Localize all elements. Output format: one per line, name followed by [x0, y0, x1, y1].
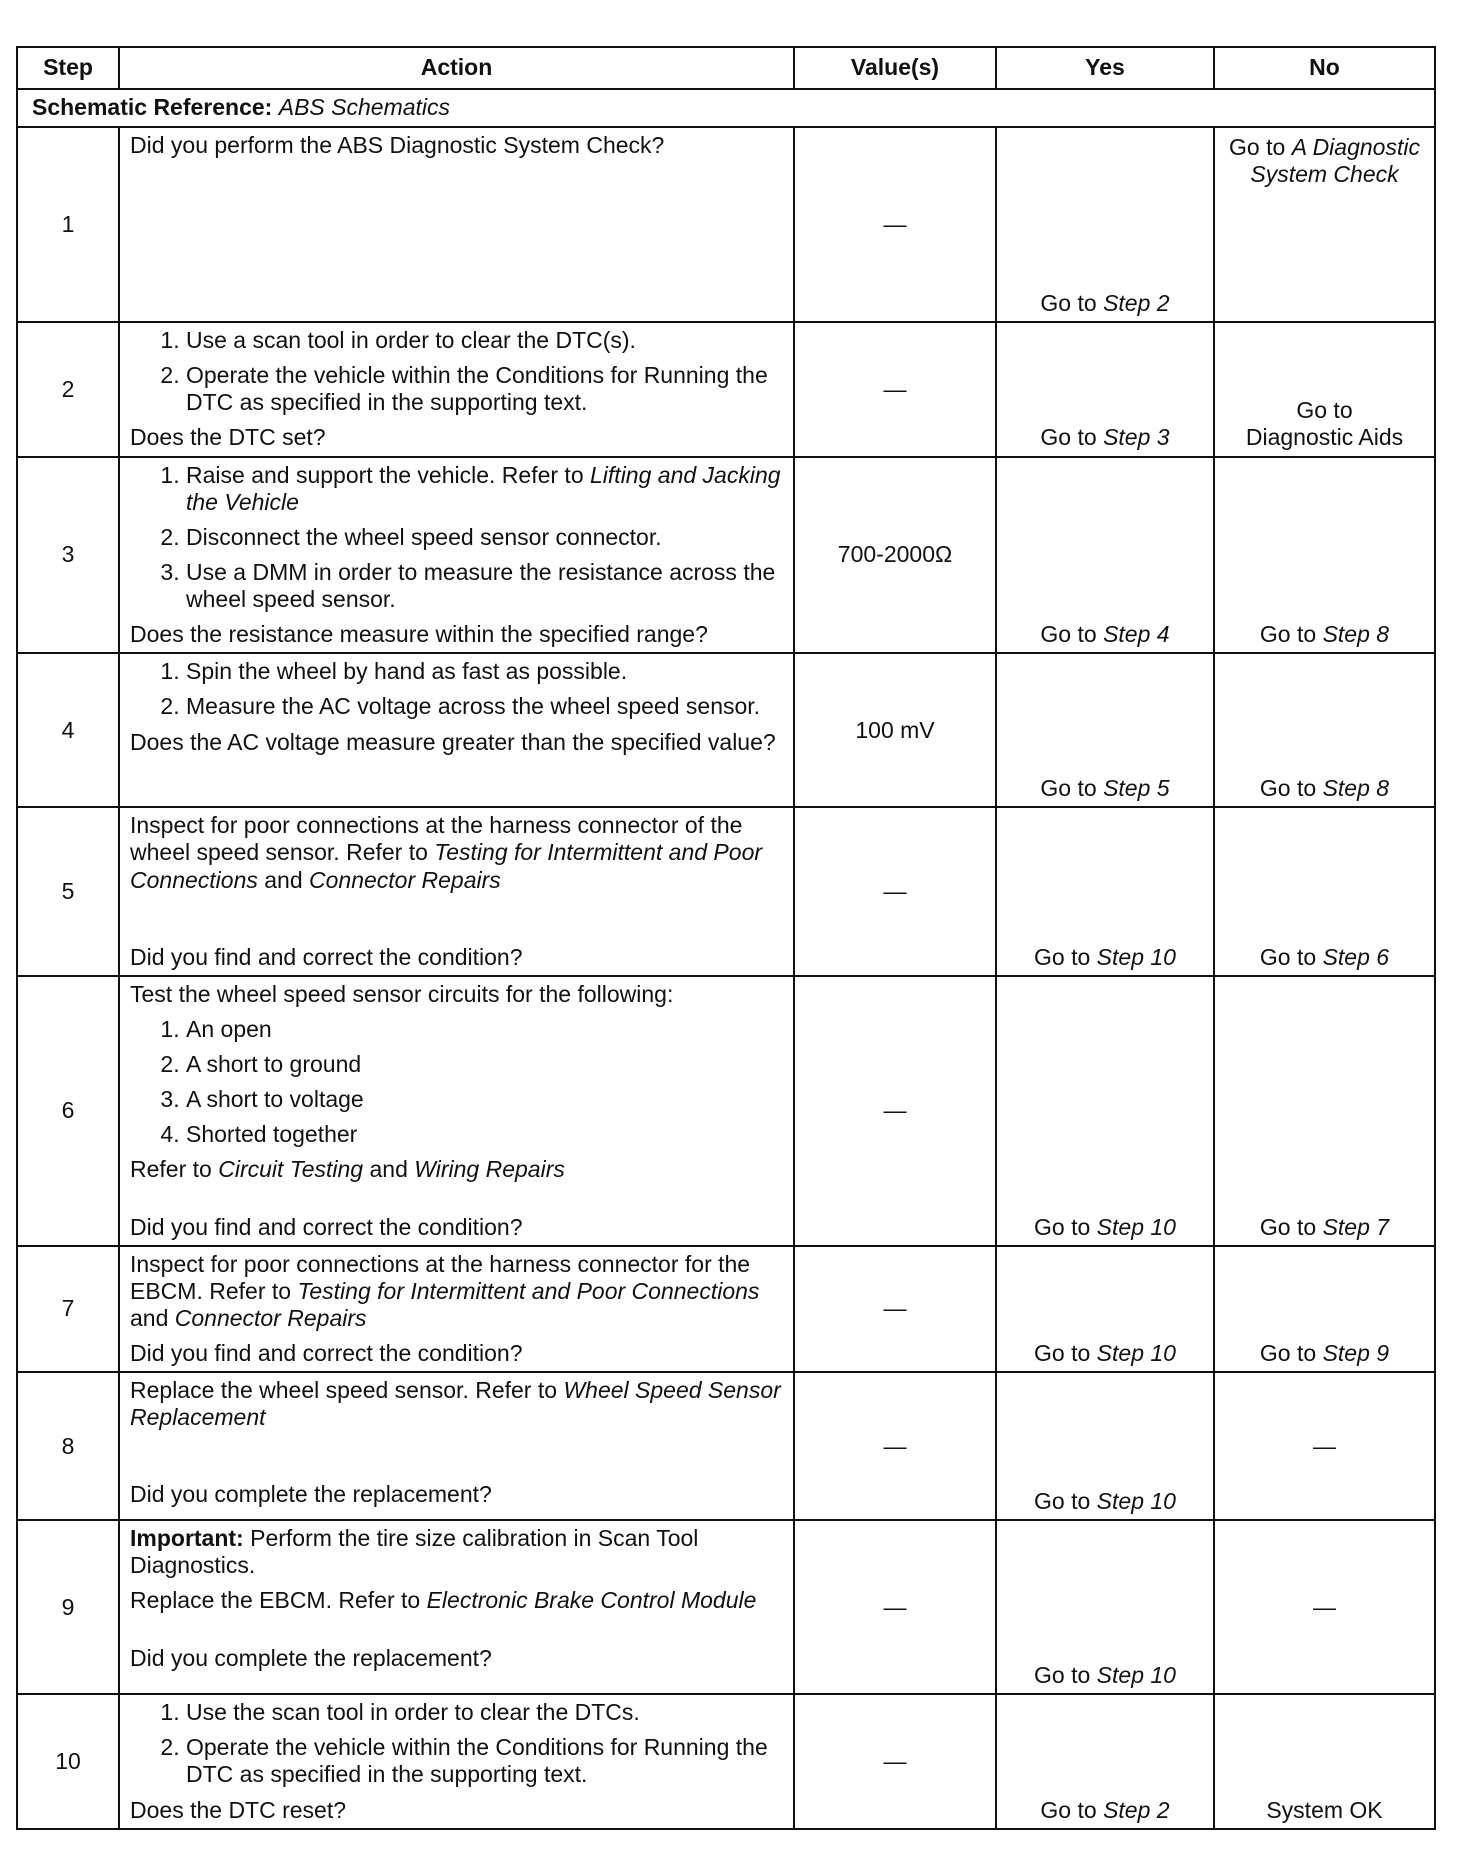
header-yes: Yes [996, 47, 1214, 89]
no-prefix: Go to [1296, 397, 1353, 424]
step-number: 8 [17, 1372, 119, 1520]
action-text-body: Refer to [130, 1156, 212, 1183]
action-question: Did you find and correct the condition? [130, 1340, 523, 1366]
action-cell [119, 457, 794, 654]
action-cell [119, 1520, 794, 1694]
yes-prefix: Go to [1040, 424, 1097, 451]
action-text-and: and [264, 866, 303, 893]
yes-prefix: Go to [1040, 289, 1097, 316]
action-item: 4. Shorted together [186, 1121, 783, 1148]
no-prefix: Go to [1259, 775, 1317, 802]
action-intro: Test the wheel speed sensor circuits for the following: [130, 980, 674, 1007]
yes-link[interactable]: Step 10 [1096, 1662, 1176, 1688]
no-link[interactable]: Step 7 [1322, 1213, 1390, 1240]
header-action: Action [119, 47, 794, 89]
action-question: Did you complete the replacement? [130, 1481, 492, 1508]
action-reference[interactable]: Electronic Brake Control Module [426, 1587, 757, 1614]
yes-prefix: Go to [1034, 1213, 1091, 1240]
action-reference[interactable]: Circuit Testing [218, 1156, 364, 1183]
value-cell: — [794, 807, 996, 976]
table-row [17, 653, 1435, 807]
yes-link[interactable]: Step 4 [1103, 621, 1170, 648]
action-text-body: Replace the EBCM. Refer to [130, 1587, 421, 1614]
action-cell [119, 976, 794, 1246]
action-item: 2. Operate the vehicle within the Conditions for Running the DTC as specified in the supporting text. [186, 362, 783, 416]
action-item: 2. A short to ground [186, 1051, 783, 1078]
yes-prefix: Go to [1034, 1488, 1091, 1514]
value-cell: — [794, 1372, 996, 1520]
header-row [17, 47, 1435, 89]
schematic-reference-value: ABS Schematics [278, 94, 451, 121]
step-number: 1 [17, 127, 119, 322]
no-cell [1214, 127, 1435, 322]
action-item [186, 462, 783, 516]
action-text-body: Inspect for poor connections at the harness connector for the EBCM. Refer to [130, 1250, 751, 1304]
action-cell [119, 322, 794, 457]
no-link[interactable]: Step 9 [1322, 1340, 1390, 1366]
action-text-and: and [369, 1156, 408, 1183]
yes-link[interactable]: Step 2 [1103, 1796, 1170, 1823]
no-link[interactable]: A Diagnostic System Check [1250, 134, 1420, 188]
header-no: No [1214, 47, 1435, 89]
action-item: 1. Spin the wheel by hand as fast as possible. [186, 658, 783, 685]
table-row [17, 1520, 1435, 1694]
important-note [130, 1525, 783, 1579]
table-row [17, 1372, 1435, 1520]
action-question: Does the DTC set? [130, 424, 326, 451]
step-number: 7 [17, 1246, 119, 1373]
no-link[interactable]: Diagnostic Aids [1245, 424, 1404, 451]
action-list [130, 462, 783, 614]
no-link[interactable]: Step 8 [1322, 621, 1390, 648]
action-item: 1. An open [186, 1016, 783, 1043]
no-cell [1214, 1246, 1435, 1373]
yes-cell [996, 1372, 1214, 1520]
no-cell [1214, 807, 1435, 976]
no-cell [1214, 976, 1435, 1246]
table-row [17, 807, 1435, 976]
action-question: Does the AC voltage measure greater than the specified value? [130, 728, 776, 755]
yes-link[interactable]: Step 10 [1096, 1340, 1176, 1366]
spacer [130, 902, 783, 944]
no-prefix: Go to [1259, 621, 1317, 648]
value-cell: — [794, 322, 996, 457]
yes-cell [996, 1694, 1214, 1829]
action-list [130, 327, 783, 416]
action-item: 3. Use a DMM in order to measure the resistance across the wheel speed sensor. [186, 559, 783, 613]
action-item: 3. A short to voltage [186, 1086, 783, 1113]
action-text-body: Inspect for poor connections at the harness connector of the wheel speed sensor. Refer to [130, 812, 743, 866]
yes-cell [996, 976, 1214, 1246]
action-list [130, 1699, 783, 1788]
no-prefix: Go to [1229, 134, 1286, 160]
table-row [17, 1694, 1435, 1829]
table-row [17, 127, 1435, 322]
action-question: Does the resistance measure within the specified range? [130, 621, 708, 648]
yes-link[interactable]: Step 10 [1096, 943, 1176, 970]
action-item: 2. Measure the AC voltage across the wheel speed sensor. [186, 693, 783, 720]
no-prefix: Go to [1259, 1213, 1317, 1240]
yes-link[interactable]: Step 10 [1096, 1488, 1176, 1514]
yes-link[interactable]: Step 3 [1103, 424, 1170, 451]
action-question: Did you complete the replacement? [130, 1644, 492, 1671]
action-cell [119, 653, 794, 807]
schematic-reference-label: Schematic Reference: [32, 94, 273, 121]
yes-cell [996, 653, 1214, 807]
yes-cell [996, 457, 1214, 654]
action-reference[interactable]: Connector Repairs [174, 1304, 367, 1331]
action-text [130, 1587, 783, 1614]
no-prefix: Go to [1259, 1340, 1317, 1366]
table-row [17, 457, 1435, 654]
action-reference[interactable]: Wheel Speed Sensor Replacement [130, 1377, 781, 1431]
yes-link[interactable]: Step 2 [1103, 289, 1170, 316]
spacer [130, 1439, 783, 1481]
value-cell: — [794, 1694, 996, 1829]
action-list [130, 1016, 783, 1149]
value-cell: — [794, 1246, 996, 1373]
header-values: Value(s) [794, 47, 996, 89]
action-reference[interactable]: Testing for Intermittent and Poor Connections [130, 839, 763, 893]
table-row [17, 322, 1435, 457]
action-item: 2. Operate the vehicle within the Conditions for Running the DTC as specified in the supporting text. [186, 1734, 783, 1788]
value-cell: — [794, 976, 996, 1246]
yes-cell [996, 127, 1214, 322]
value-cell: 100 mV [794, 653, 996, 807]
action-cell [119, 1246, 794, 1373]
no-cell [1214, 653, 1435, 807]
action-item: 2. Disconnect the wheel speed sensor connector. [186, 524, 783, 551]
action-item-text: Raise and support the vehicle. Refer to [186, 461, 584, 488]
action-text-body: Replace the wheel speed sensor. Refer to [130, 1377, 558, 1404]
header-step: Step [17, 47, 119, 89]
step-number: 6 [17, 976, 119, 1246]
action-reference[interactable]: Wiring Repairs [414, 1156, 565, 1183]
action-cell [119, 127, 794, 322]
spacer [130, 1623, 783, 1645]
yes-prefix: Go to [1034, 1340, 1091, 1366]
value-cell: — [794, 127, 996, 322]
yes-prefix: Go to [1040, 775, 1097, 802]
no-link[interactable]: Step 6 [1322, 943, 1390, 970]
action-question: Did you find and correct the condition? [130, 1213, 523, 1240]
value-cell: — [794, 1520, 996, 1694]
action-text [130, 1251, 783, 1332]
step-number: 2 [17, 322, 119, 457]
action-question: Did you perform the ABS Diagnostic System Check? [130, 132, 665, 158]
diagnostic-table [16, 46, 1436, 1830]
important-label: Important: [130, 1525, 244, 1552]
spacer [130, 1192, 783, 1214]
action-item-reference[interactable]: Lifting and Jacking the Vehicle [186, 461, 781, 515]
action-item: 1. Use a scan tool in order to clear the DTC(s). [186, 327, 783, 354]
no-link[interactable]: Step 8 [1322, 775, 1390, 802]
step-number: 5 [17, 807, 119, 976]
no-cell: — [1214, 1520, 1435, 1694]
step-number: 3 [17, 457, 119, 654]
yes-prefix: Go to [1034, 1662, 1091, 1688]
important-text: Perform the tire size calibration in Scan Tool Diagnostics. [130, 1525, 699, 1579]
step-number: 10 [17, 1694, 119, 1829]
action-reference[interactable]: Testing for Intermittent and Poor Connections [297, 1277, 760, 1304]
step-number: 9 [17, 1520, 119, 1694]
yes-cell [996, 807, 1214, 976]
yes-cell [996, 1520, 1214, 1694]
action-list [130, 658, 783, 720]
yes-prefix: Go to [1034, 943, 1091, 970]
yes-cell [996, 322, 1214, 457]
action-reference[interactable]: Connector Repairs [309, 866, 501, 893]
yes-prefix: Go to [1040, 1796, 1097, 1823]
action-text [130, 1377, 783, 1431]
table-row [17, 1246, 1435, 1373]
action-text [130, 812, 783, 893]
action-text-and: and [130, 1304, 169, 1331]
action-cell [119, 1372, 794, 1520]
value-cell: 700-2000Ω [794, 457, 996, 654]
action-question: Did you find and correct the condition? [130, 943, 523, 970]
schematic-reference [17, 89, 1435, 127]
action-refer [130, 1156, 783, 1183]
no-prefix: Go to [1259, 943, 1317, 970]
action-cell [119, 807, 794, 976]
no-cell [1214, 322, 1435, 457]
no-cell: — [1214, 1372, 1435, 1520]
action-item: 1. Use the scan tool in order to clear the DTCs. [186, 1699, 783, 1726]
yes-link[interactable]: Step 5 [1103, 775, 1170, 802]
no-cell [1214, 457, 1435, 654]
table-row [17, 976, 1435, 1246]
action-cell [119, 1694, 794, 1829]
yes-prefix: Go to [1040, 621, 1097, 648]
yes-link[interactable]: Step 10 [1096, 1213, 1176, 1240]
yes-cell [996, 1246, 1214, 1373]
schematic-reference-row [17, 89, 1435, 127]
step-number: 4 [17, 653, 119, 807]
no-cell: System OK [1214, 1694, 1435, 1829]
action-question: Does the DTC reset? [130, 1796, 347, 1823]
